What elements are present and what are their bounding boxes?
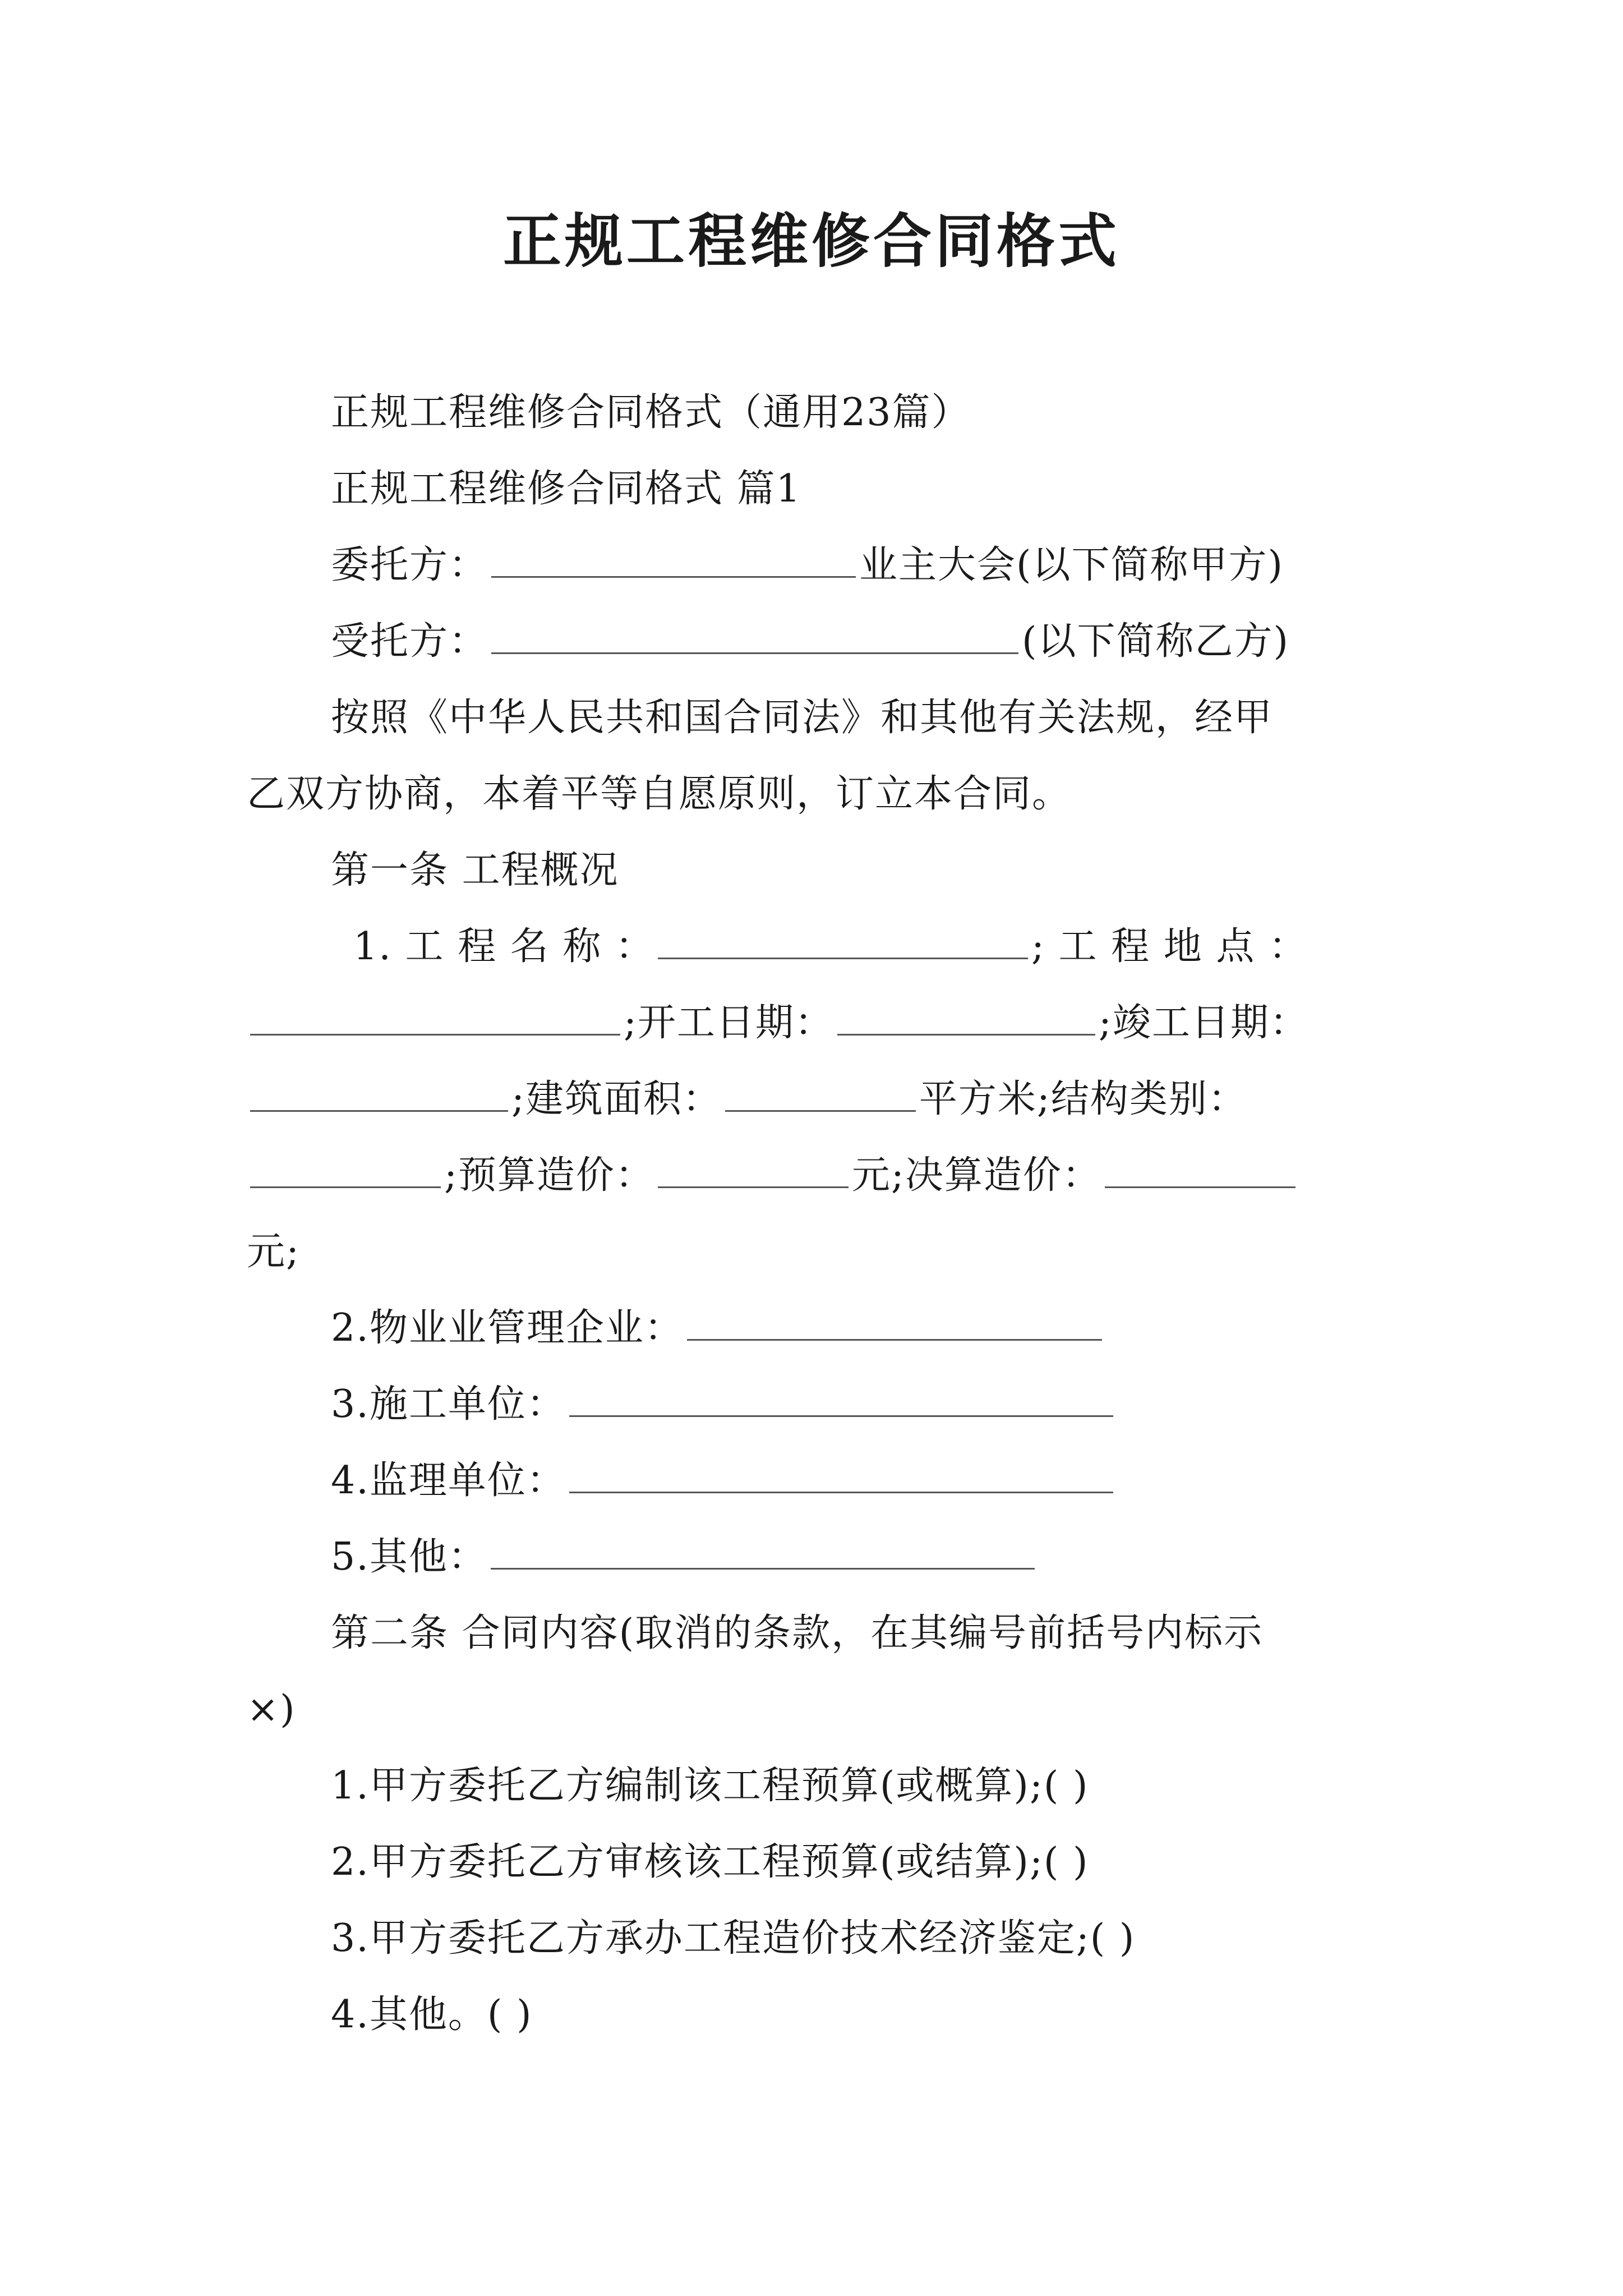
section-heading: 正规工程维修合同格式 篇1 [331, 467, 801, 511]
end-date-blank[interactable] [250, 1071, 508, 1112]
item-3-line [331, 1366, 1385, 1443]
end-date-label: ;竣工日期： [1098, 1001, 1309, 1045]
budget-cost-unit: 元;决算造价： [851, 1153, 1101, 1198]
article-1-heading: 第一条 工程概况 [331, 848, 619, 892]
entrusted-party-suffix: (以下简称乙方) [1022, 619, 1290, 664]
entrusted-party-line [331, 604, 1385, 680]
project-name-blank[interactable] [658, 918, 1028, 959]
building-area-blank[interactable] [725, 1071, 916, 1112]
content-item: 1.甲方委托乙方编制该工程预算(或概算);( ) [331, 1764, 1089, 1808]
item-1-line-1 [353, 909, 1385, 985]
document-title: 正规工程维修合同格式 [502, 207, 1120, 275]
item-5-line [331, 1519, 1385, 1595]
project-name-label: 1. 工 程 名 称 ： [353, 924, 654, 969]
item-1-line-3 [247, 1061, 1385, 1138]
final-cost-blank[interactable] [1105, 1147, 1295, 1188]
other-label: 5.其他： [331, 1535, 487, 1579]
property-management-blank[interactable] [687, 1300, 1102, 1341]
construction-unit-label: 3.施工单位： [331, 1382, 566, 1427]
entrusting-party-blank[interactable] [491, 537, 856, 578]
entrusting-party-suffix: 业主大会(以下简称甲方) [859, 543, 1284, 587]
entrusted-party-label: 受托方： [331, 619, 488, 664]
supervision-unit-blank[interactable] [569, 1452, 1113, 1493]
document-body [247, 375, 1385, 2053]
structure-type-blank[interactable] [250, 1147, 441, 1188]
start-date-label: ;开工日期： [624, 1001, 834, 1045]
start-date-blank[interactable] [837, 995, 1095, 1036]
budget-cost-label: ;预算造价： [444, 1153, 654, 1198]
item-1-line-5: 元; [247, 1230, 300, 1274]
other-blank[interactable] [491, 1529, 1035, 1570]
construction-unit-blank[interactable] [569, 1376, 1113, 1417]
property-management-label: 2.物业业管理企业： [331, 1306, 684, 1350]
preamble-line-2: 乙双方协商，本着平等自愿原则，订立本合同。 [247, 772, 1072, 816]
item-2-line [331, 1290, 1385, 1366]
project-location-label: ; 工 程 地 点 ： [1031, 924, 1308, 969]
content-item: 2.甲方委托乙方审核该工程预算(或结算);( ) [331, 1840, 1089, 1884]
budget-cost-blank[interactable] [658, 1147, 849, 1188]
entrusting-party-line [331, 527, 1385, 604]
subtitle: 正规工程维修合同格式（通用23篇） [331, 390, 971, 435]
preamble-line-1: 按照《中华人民共和国合同法》和其他有关法规，经甲 [331, 696, 1274, 740]
item-1-line-2 [247, 985, 1385, 1061]
project-location-blank[interactable] [250, 995, 620, 1036]
content-item: 4.其他。( ) [331, 1993, 533, 2037]
building-area-label: ;建筑面积： [511, 1077, 722, 1121]
building-area-unit: 平方米;结构类别： [919, 1077, 1247, 1121]
entrusting-party-label: 委托方： [331, 543, 488, 587]
content-item: 3.甲方委托乙方承办工程造价技术经济鉴定;( ) [331, 1916, 1136, 1961]
article-2-heading-line-1: 第二条 合同内容(取消的条款，在其编号前括号内标示 [331, 1611, 1264, 1655]
article-2-heading-line-2: ×) [247, 1687, 296, 1732]
supervision-unit-label: 4.监理单位： [331, 1458, 566, 1503]
item-4-line [331, 1443, 1385, 1519]
entrusted-party-blank[interactable] [491, 613, 1018, 654]
item-1-line-4 [247, 1138, 1385, 1214]
